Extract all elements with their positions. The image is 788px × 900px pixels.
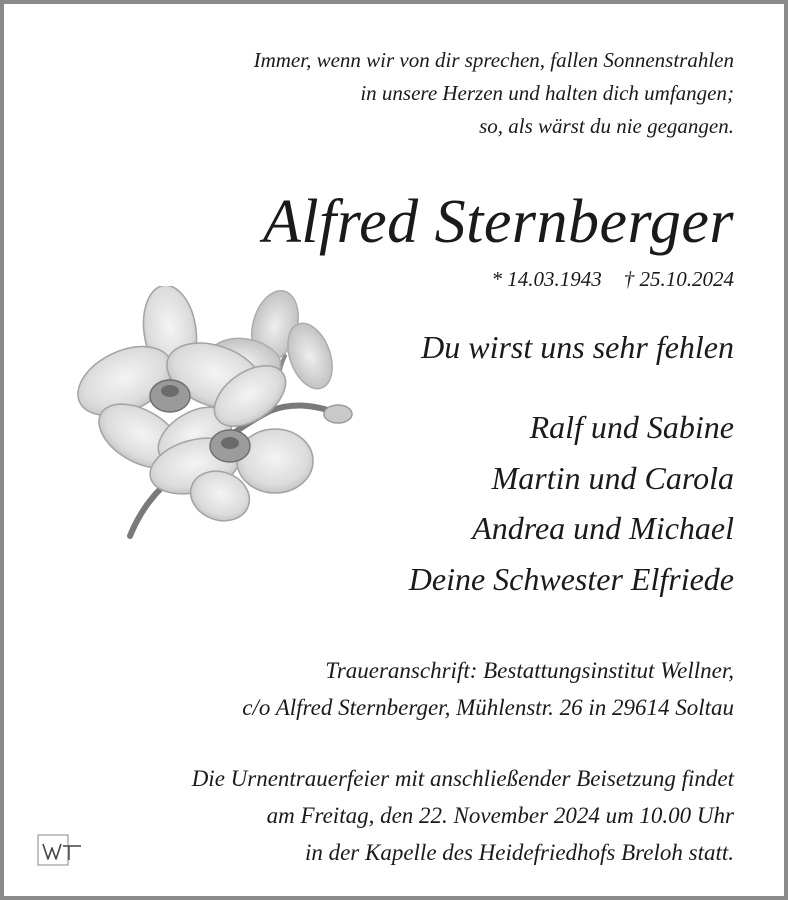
mourner: Ralf und Sabine (529, 409, 734, 445)
service-line: am Freitag, den 22. November 2024 um 10.00 Uhr (266, 803, 734, 828)
poem-line: Immer, wenn wir von dir sprechen, fallen Sonnenstrahlen (253, 48, 734, 72)
poem (254, 44, 734, 143)
poem-line: in unsere Herzen und halten dich umfangen; (360, 81, 734, 105)
death-date: † 25.10.2024 (623, 267, 734, 291)
life-dates (492, 264, 735, 294)
service-notice (192, 760, 734, 871)
mourners-list (409, 402, 734, 604)
orchid-illustration-icon (70, 286, 360, 548)
birth-date: * 14.03.1943 (491, 267, 602, 291)
mourner: Deine Schwester Elfriede (408, 560, 734, 597)
farewell-line: Du wirst uns sehr fehlen (421, 329, 734, 365)
address-line: Traueranschrift: Bestattungsinstitut Wellner, (325, 658, 734, 683)
mourner: Andrea und Michael (472, 510, 734, 546)
address-line: c/o Alfred Sternberger, Mühlenstr. 26 in 29614 Soltau (242, 695, 734, 720)
deceased-name: Alfred Sternberger (262, 188, 734, 256)
poem-line: so, als wärst du nie gegangen. (479, 114, 734, 138)
service-line: Die Urnentrauerfeier mit anschließender Beisetzung findet (191, 766, 734, 791)
mourning-address (242, 652, 734, 726)
publisher-logo-icon (37, 834, 83, 870)
service-line: in der Kapelle des Heidefriedhofs Breloh statt. (304, 840, 734, 865)
mourner: Martin und Carola (491, 459, 734, 496)
